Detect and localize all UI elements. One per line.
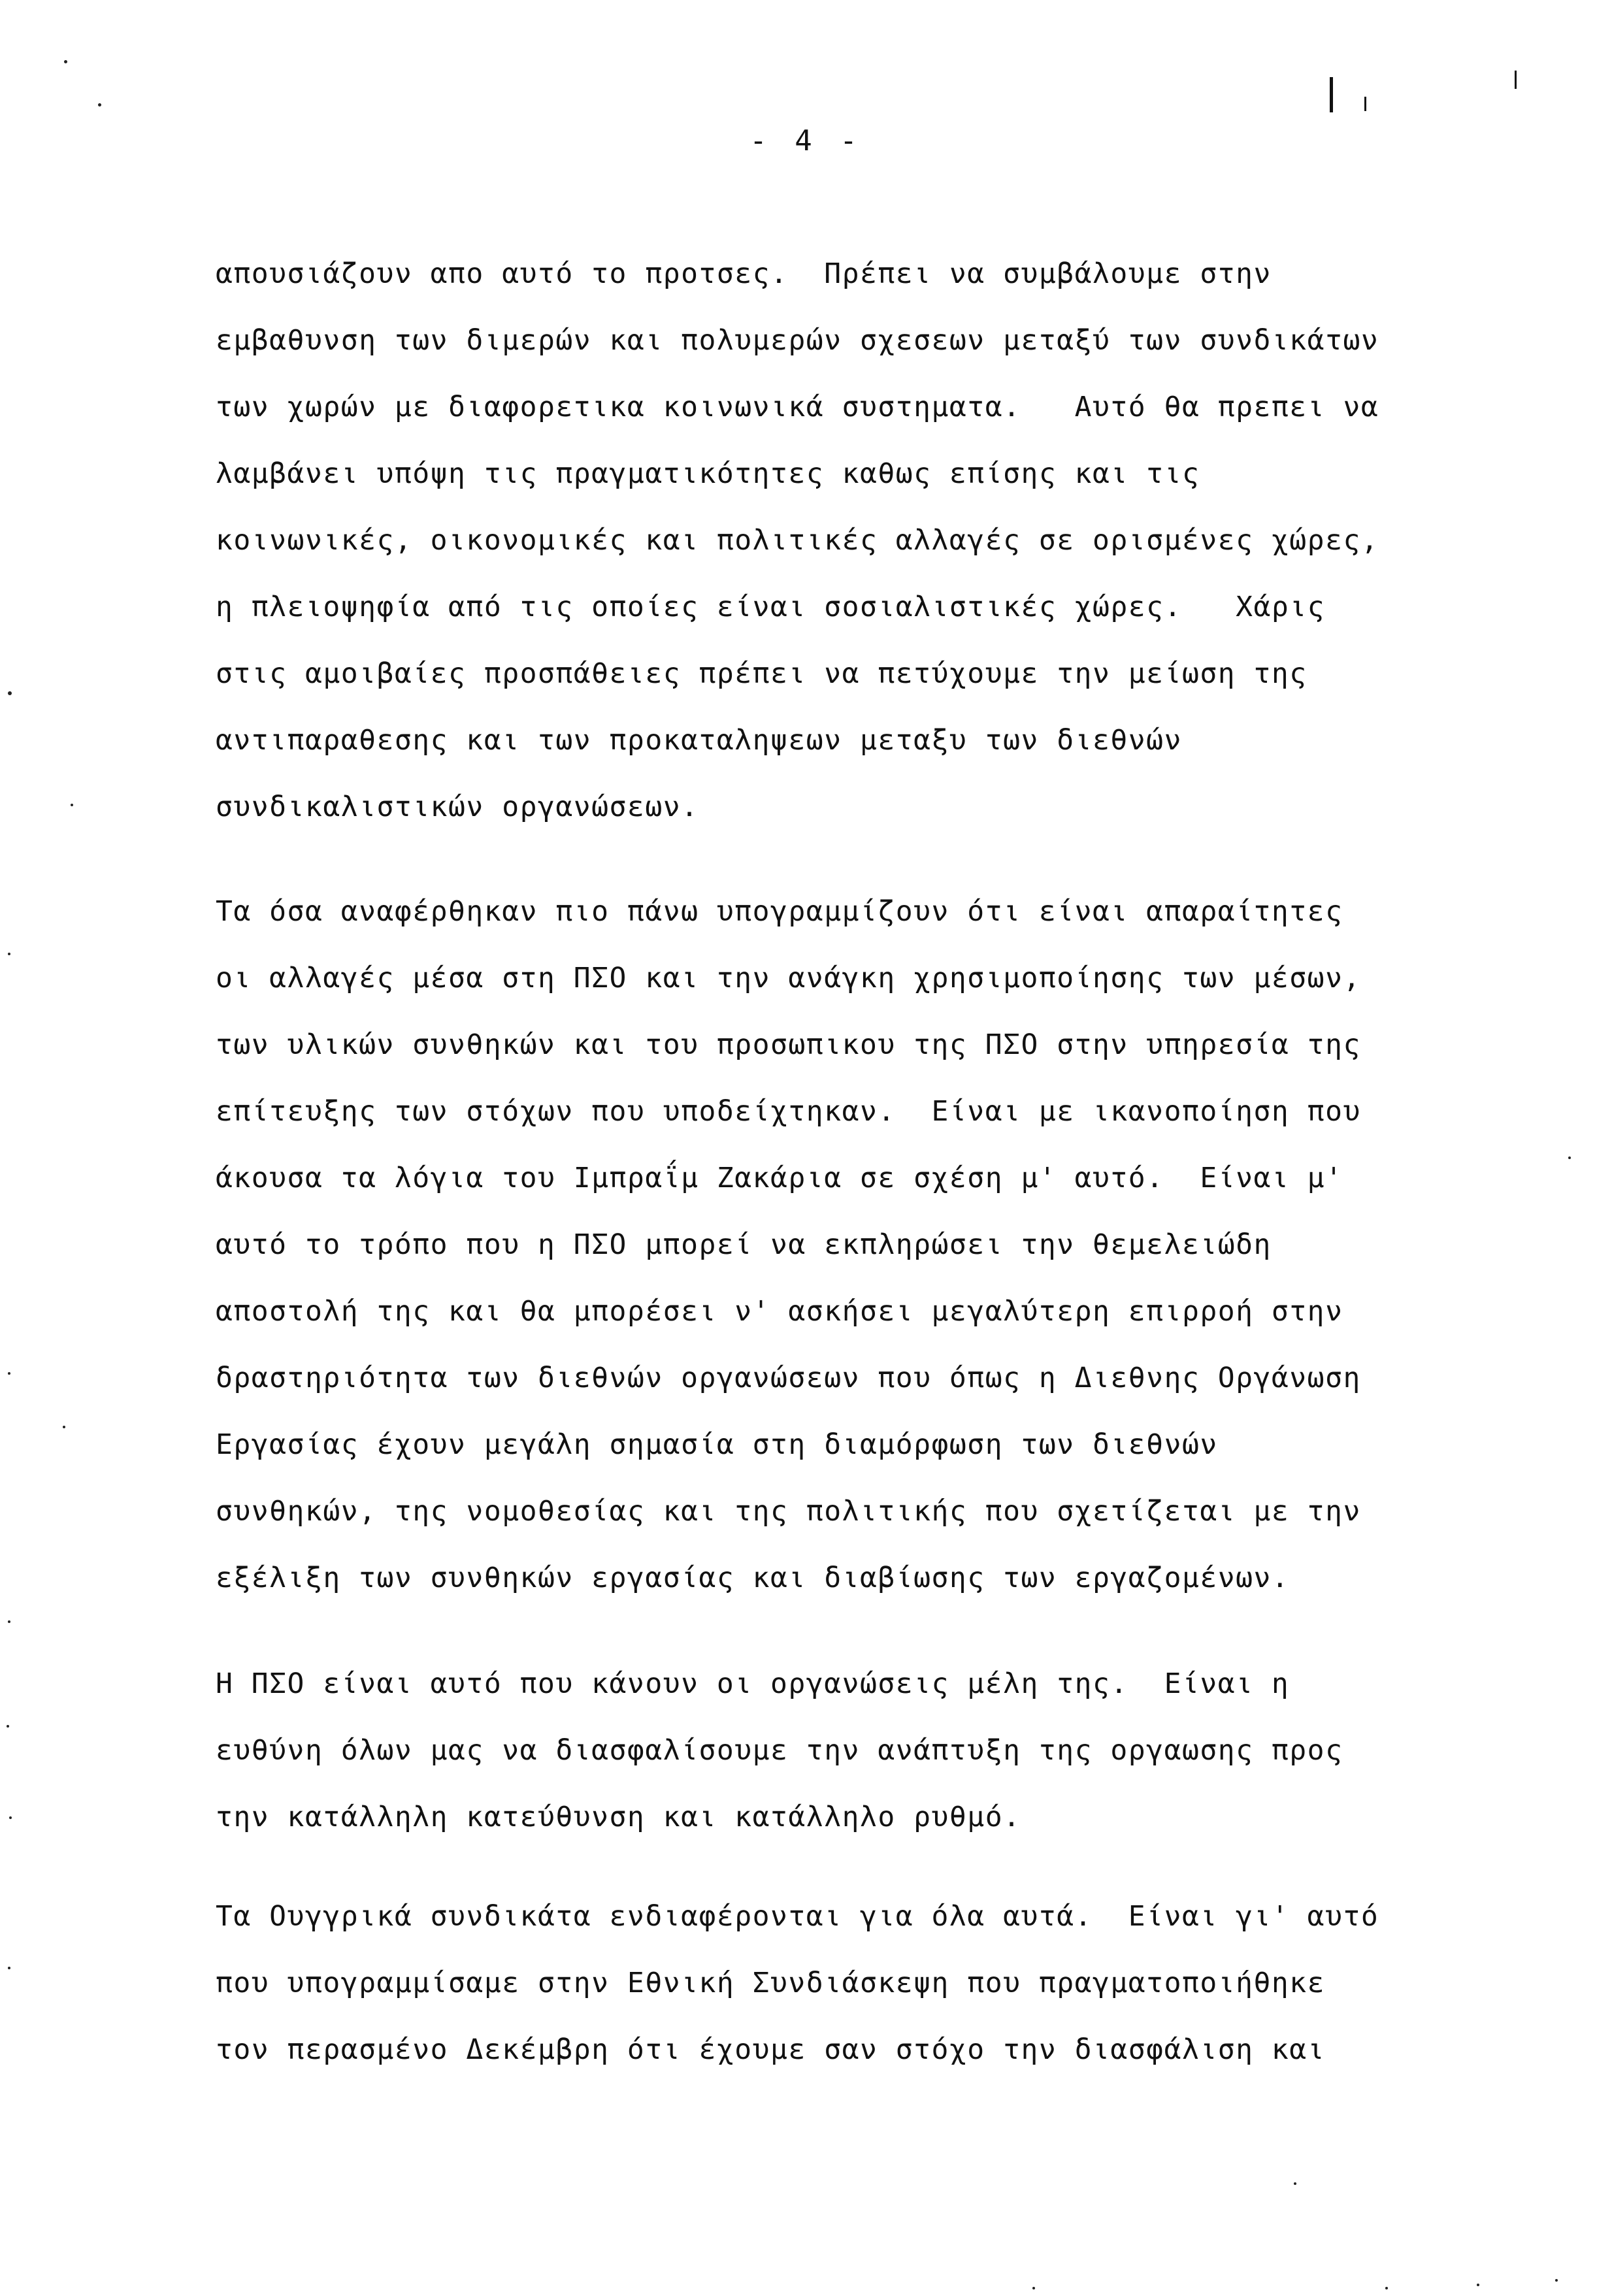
- text-line: στις αμοιβαίες προσπάθειες πρέπει να πετύχουμε την μείωση της: [216, 657, 1308, 690]
- scan-speck: [8, 953, 10, 955]
- scan-speck: [1568, 1156, 1571, 1159]
- text-line: των χωρών με διαφορετικα κοινωνικά συστηματα. Αυτό θα πρεπει να: [216, 391, 1379, 423]
- scan-speck: [8, 1967, 10, 1969]
- text-line: Εργασίας έχουν μεγάλη σημασία στη διαμόρφωση των διεθνών: [216, 1428, 1218, 1461]
- scan-speck: [8, 1372, 10, 1375]
- text-line: Τα Ουγγρικά συνδικάτα ενδιαφέρονται για όλα αυτά. Είναι γι' αυτό: [216, 1900, 1379, 1933]
- scan-mark: [1364, 97, 1366, 111]
- text-line: απουσιάζουν απο αυτό το προτσες. Πρέπει να συμβάλουμε στην: [216, 257, 1272, 290]
- text-line: συνθηκών, της νομοθεσίας και της πολιτικής που σχετίζεται με την: [216, 1495, 1361, 1528]
- text-line: λαμβάνει υπόψη τις πραγματικότητες καθως επίσης και τις: [216, 457, 1200, 490]
- text-line: κοινωνικές, οικονομικές και πολιτικές αλλαγές σε ορισμένες χώρες,: [216, 524, 1379, 557]
- scan-speck: [1477, 2284, 1479, 2286]
- text-line: των υλικών συνθηκών και του προσωπικου της ΠΣΟ στην υπηρεσία της: [216, 1028, 1361, 1061]
- scan-speck: [9, 1816, 12, 1819]
- scan-speck: [1294, 2182, 1296, 2185]
- text-line: ευθύνη όλων μας να διασφαλίσουμε την ανάπτυξη της οργαωσης προς: [216, 1734, 1343, 1767]
- scan-speck: [64, 60, 67, 63]
- text-line: αντιπαραθεσης και των προκαταληψεων μεταξυ των διεθνών: [216, 724, 1182, 757]
- text-line: οι αλλαγές μέσα στη ΠΣΟ και την ανάγκη χρησιμοποίησης των μέσων,: [216, 962, 1361, 994]
- scan-speck: [1555, 2279, 1558, 2282]
- text-line: την κατάλληλη κατεύθυνση και κατάλληλο ρυθμό.: [216, 1801, 1021, 1833]
- scan-speck: [1385, 2287, 1388, 2289]
- scan-speck: [7, 1725, 9, 1728]
- scan-mark: [1515, 71, 1517, 89]
- text-line: τον περασμένο Δεκέμβρη ότι έχουμε σαν στόχο την διασφάλιση και: [216, 2033, 1326, 2066]
- text-line: εμβαθυνση των διμερών και πολυμερών σχεσεων μεταξύ των συνδικάτων: [216, 324, 1379, 357]
- text-line: η πλειοψηφία από τις οποίες είναι σοσιαλιστικές χώρες. Χάρις: [216, 591, 1326, 623]
- text-line: Τα όσα αναφέρθηκαν πιο πάνω υπογραμμίζουν ότι είναι απαραίτητες: [216, 895, 1343, 928]
- scan-mark: [1330, 77, 1333, 112]
- text-line: δραστηριότητα των διεθνών οργανώσεων που όπως η Διεθνης Οργάνωση: [216, 1362, 1361, 1394]
- text-line: συνδικαλιστικών οργανώσεων.: [216, 791, 699, 823]
- text-line: που υπογραμμίσαμε στην Εθνική Συνδιάσκεψη που πραγματοποιήθηκε: [216, 1967, 1326, 1999]
- page-number: - 4 -: [749, 124, 863, 157]
- text-line: επίτευξης των στόχων που υποδείχτηκαν. Είναι με ικανοποίηση που: [216, 1095, 1361, 1128]
- text-line: άκουσα τα λόγια του Ιμπραΐμ Ζακάρια σε σχέση μ' αυτό. Είναι μ': [216, 1162, 1343, 1194]
- text-line: εξέλιξη των συνθηκών εργασίας και διαβίωσης των εργαζομένων.: [216, 1562, 1290, 1594]
- text-line: αυτό το τρόπο που η ΠΣΟ μπορεί να εκπληρώσει την θεμελειώδη: [216, 1228, 1272, 1261]
- scan-speck: [8, 1620, 10, 1623]
- scan-speck: [71, 804, 73, 806]
- scan-speck: [63, 1426, 65, 1428]
- scan-speck: [1032, 2287, 1035, 2289]
- text-line: Η ΠΣΟ είναι αυτό που κάνουν οι οργανώσεις μέλη της. Είναι η: [216, 1667, 1290, 1700]
- scan-speck: [8, 691, 12, 695]
- text-line: αποστολή της και θα μπορέσει ν' ασκήσει μεγαλύτερη επιρροή στην: [216, 1295, 1343, 1328]
- scan-speck: [98, 103, 101, 107]
